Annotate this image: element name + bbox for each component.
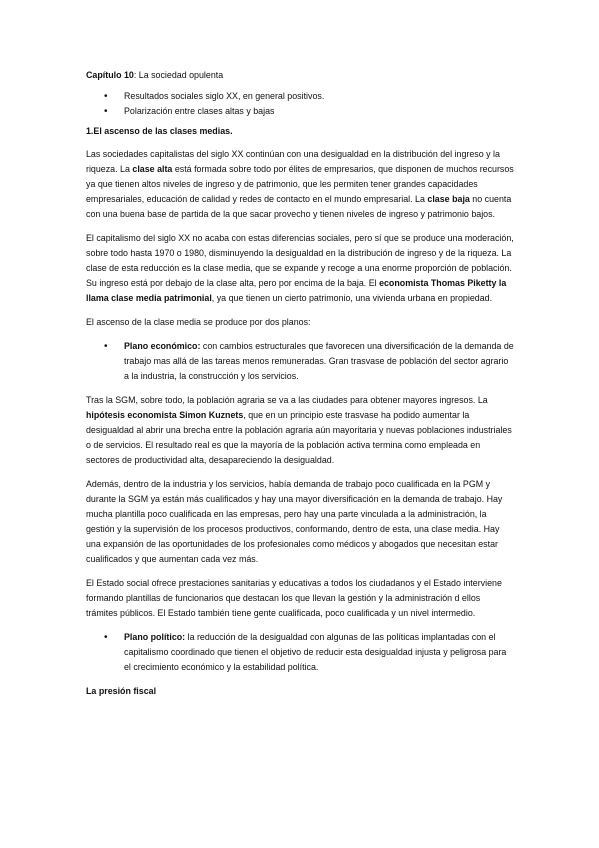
text-run: Las sociedades capitalistas del siglo XX continúan con una desigualdad en la distribución del ingreso y la riqueza. La bbox=[86, 149, 500, 174]
chapter-title bbox=[86, 68, 514, 83]
text-run: la reducción de la desigualdad con algunas de las políticas implantadas con el capitalismo coordinado que tienen el objetivo de reducir esta desigualdad injusta y peligrosa para el crecimiento económico y la estabilidad política. bbox=[124, 632, 507, 672]
document-page bbox=[86, 68, 514, 699]
summary-list bbox=[86, 89, 514, 119]
list-item bbox=[86, 630, 514, 675]
plane-list-economic bbox=[86, 339, 514, 384]
bold-term: clase baja bbox=[427, 194, 470, 204]
text-run: con cambios estructurales que favorecen una diversificación de la demanda de trabajo mas allá de las tareas menos remuneradas. Gran trasvase de población del sector agrario a la industria, la construcción y los servicios. bbox=[124, 341, 514, 381]
text-run: está formada sobre todo por élites de empresarios, que disponen de muchos recursos ya que tienen altos niveles de ingreso y de patrimonio, que les permiten tener grandes capacidades empresariales, educación de calidad y redes de contacto en el mundo empresarial. La bbox=[86, 164, 514, 204]
list-item: • Resultados sociales siglo XX, en general positivos. bbox=[86, 89, 514, 104]
bold-term: clase alta bbox=[132, 164, 173, 174]
paragraph-5: Además, dentro de la industria y los servicios, había demanda de trabajo poco cualificada en la PGM y durante la SGM ya están más cualificados y hay una mayor diversificación en la demanda de trabajo. Hay mucha plantilla poco cualificada en las empresas, pero hay una parte vinculada a la administración, la gestión y la supervisión de los procesos productivos, conformando, dentro de esta, una clase media. Hay una expansión de las oportunidades de los profesionales como médicos y abogados que necesitan estar cualificados y que aumentan cada vez más. bbox=[86, 479, 503, 564]
list-item bbox=[86, 339, 514, 384]
chapter-title-number: Capítulo 10 bbox=[86, 70, 134, 80]
bold-term: Plano económico: bbox=[124, 341, 201, 351]
text-run: , que en un principio este trasvase ha podido aumentar la desigualdad al abrir una brecha entre la población agraria aún mayoritaria y nuevas poblaciones industriales o de servicios. El resultado real es que la mayoría de la población activa termina como empleada en sectores de productividad alta, desapareciendo la desigualdad. bbox=[86, 410, 512, 465]
subsection-heading-text: La presión fiscal bbox=[86, 686, 157, 696]
section-heading bbox=[86, 124, 514, 139]
text-run: Tras la SGM, sobre todo, la población agraria se va a las ciudades para obtener mayores ingresos. La bbox=[86, 395, 488, 405]
bold-term: hipótesis economista Simon Kuznets bbox=[86, 410, 244, 420]
plane-list-political bbox=[86, 630, 514, 675]
paragraph-6: El Estado social ofrece prestaciones sanitarias y educativas a todos los ciudadanos y el Estado interviene formando plantillas de funcionarios que destacan los que llevan la gestión y la administración d ellos trámites públicos. El Estado también tiene gente cualificada, poco cualificada y un nivel intermedio. bbox=[86, 578, 502, 618]
paragraph-2 bbox=[86, 231, 514, 306]
bold-term: economista Thomas Piketty la llama clase media patrimonial bbox=[86, 278, 507, 303]
text-run: , ya que tienen un cierto patrimonio, una vivienda urbana en propiedad. bbox=[211, 293, 493, 303]
bold-term: Plano político: bbox=[124, 632, 186, 642]
text-run: no cuenta con una buena base de partida de la que sacar provecho y tienen niveles de ingreso y patrimonio bajos. bbox=[86, 194, 512, 219]
subsection-heading bbox=[86, 684, 514, 699]
chapter-title-text: : La sociedad opulenta bbox=[133, 70, 224, 80]
paragraph-3: El ascenso de la clase media se produce por dos planos: bbox=[86, 317, 311, 327]
text-run: El capitalismo del siglo XX no acaba con estas diferencias sociales, pero sí que se produce una moderación, sobre todo hasta 1970 o 1980, disminuyendo la desigualdad en la distribución de ingreso y de la riqueza. La clase de esta reducción es la clase media, que se expande y recoge a una enorme proporción de población. Su ingreso está por debajo de la clase alta, pero por encima de la baja. El bbox=[86, 233, 514, 288]
paragraph-4 bbox=[86, 393, 514, 468]
section-heading-text: 1.El ascenso de las clases medias. bbox=[86, 126, 233, 136]
list-item: • Polarización entre clases altas y bajas bbox=[86, 104, 514, 119]
paragraph-1 bbox=[86, 147, 514, 222]
